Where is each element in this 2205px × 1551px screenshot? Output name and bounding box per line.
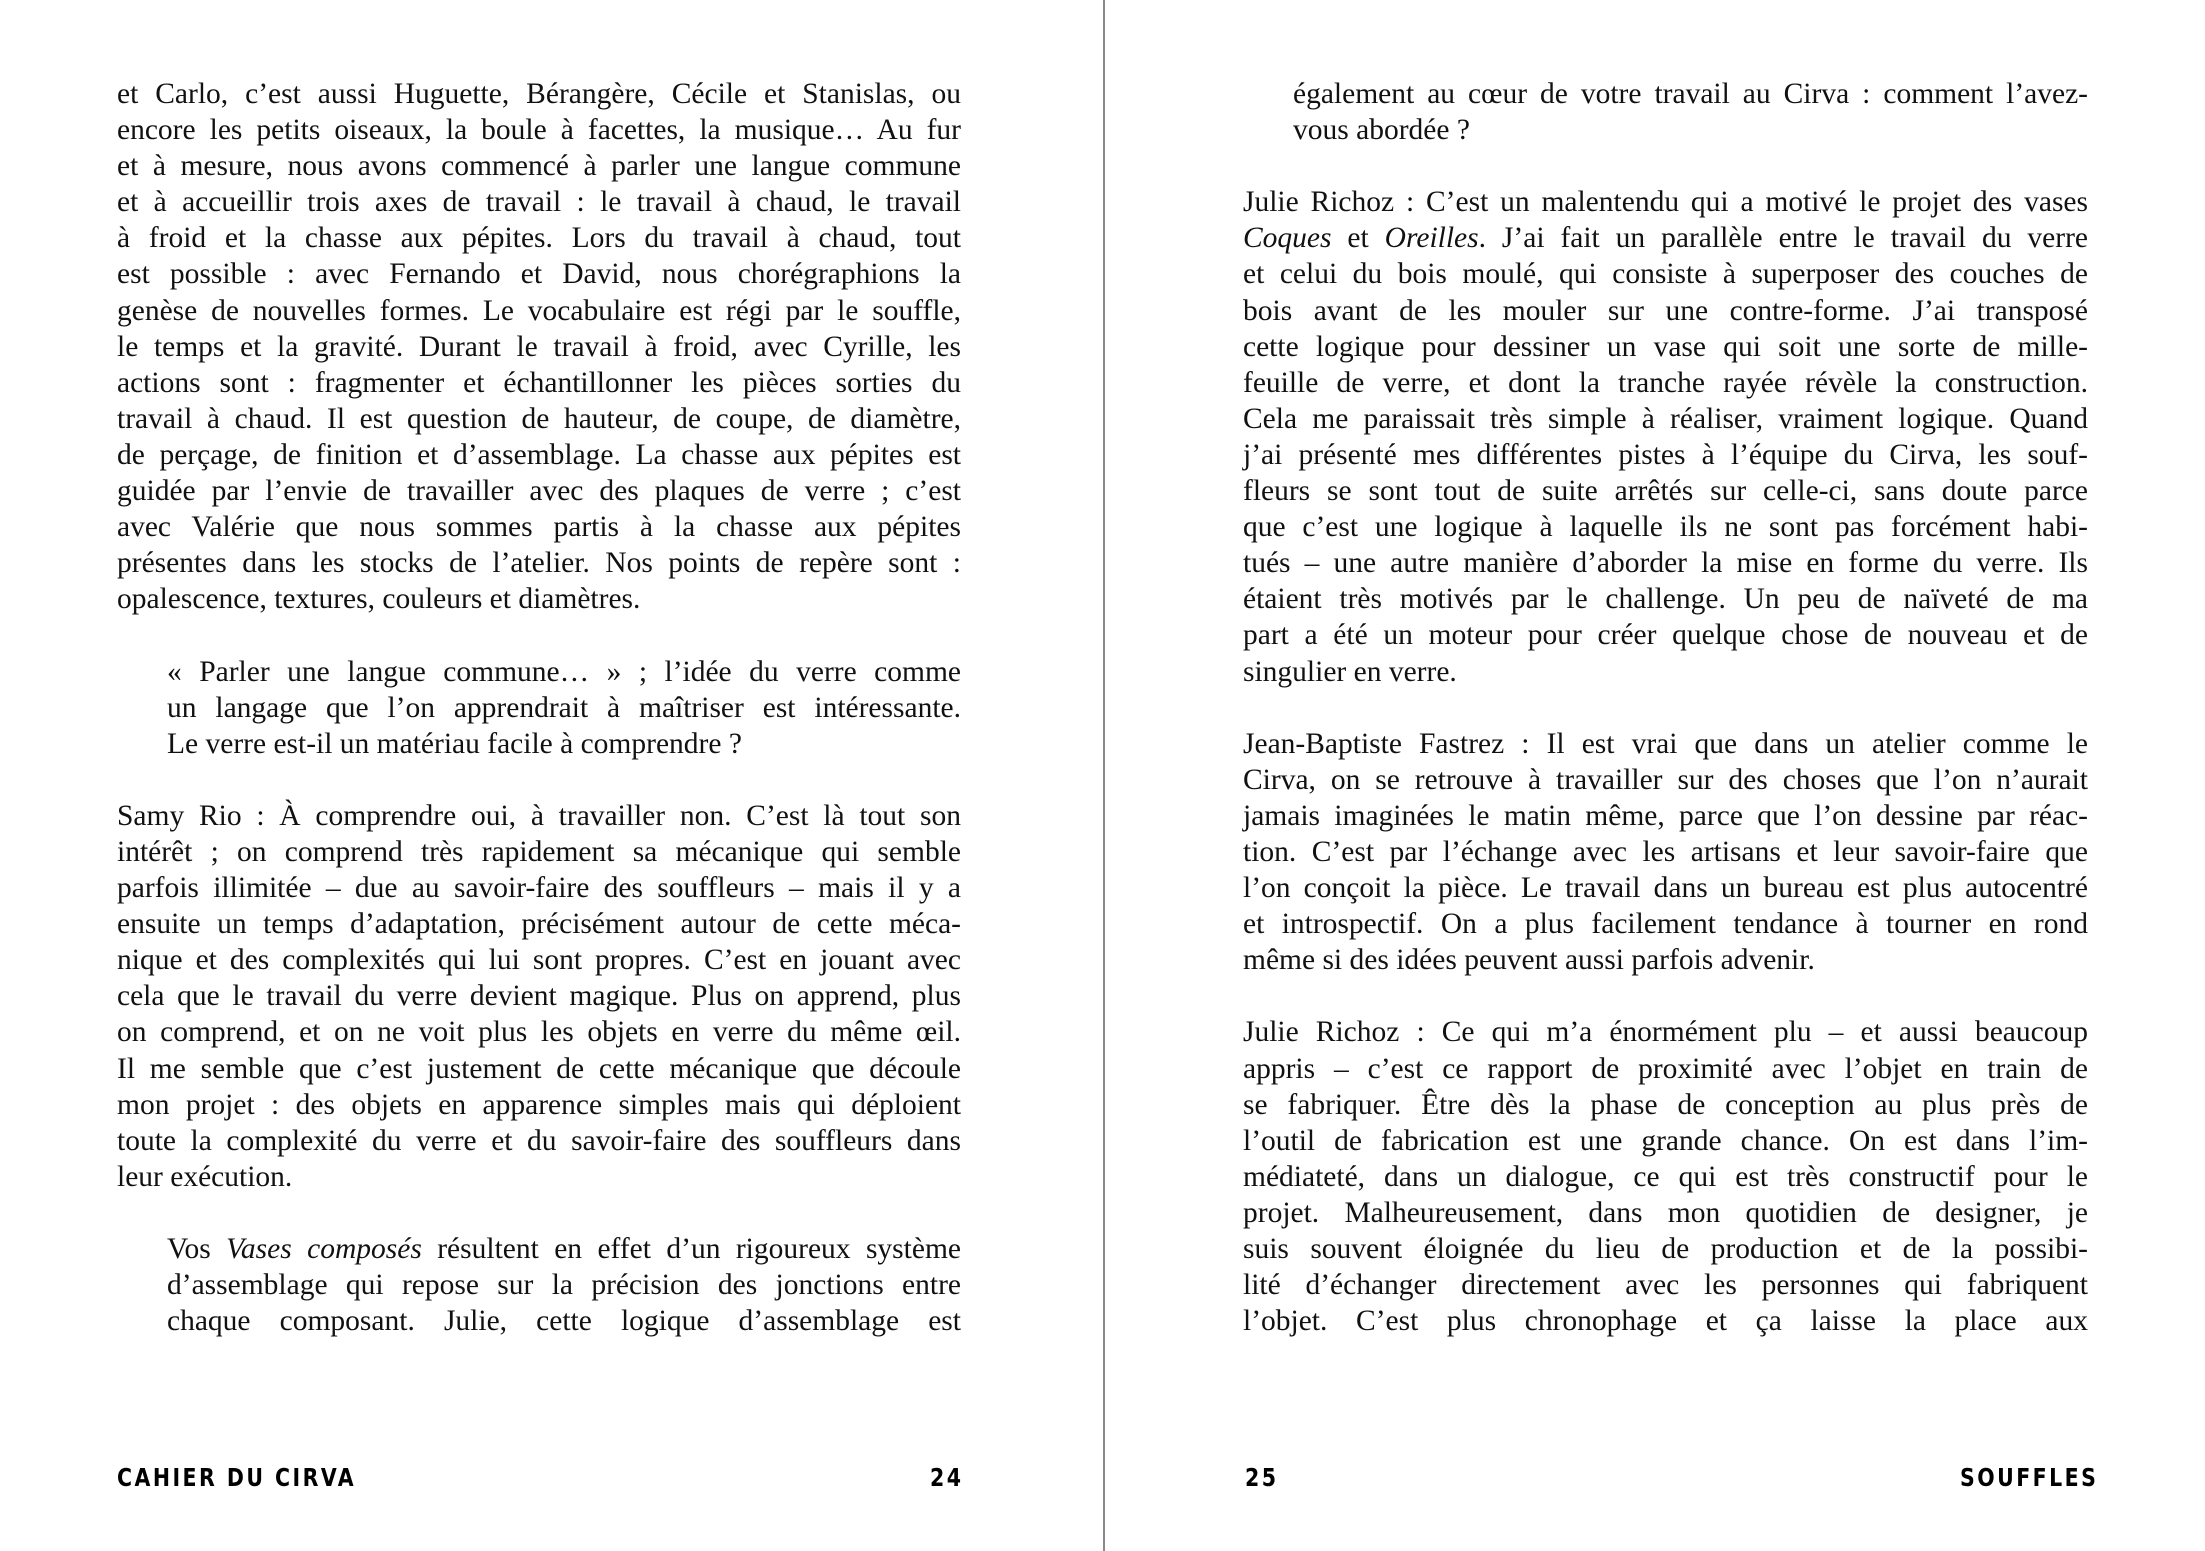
text-line: tion. C’est par l’échange avec les artisans et leur savoir-faire que — [1243, 835, 2088, 868]
text-line: et celui du bois moulé, qui consiste à superposer des couches de — [1243, 258, 2088, 291]
text-line: est possible : avec Fernando et David, nous chorégraphions la — [117, 258, 961, 291]
text-line: et Carlo, c’est aussi Huguette, Bérangère, Cécile et Stanislas, ou — [117, 78, 961, 110]
text-line: feuille de verre, et dont la tranche rayée révèle la construction. — [1243, 366, 2088, 399]
text-line: Coques et Oreilles. J’ai fait un parallèle entre le travail du verre — [1243, 222, 2088, 255]
text-line: j’ai présenté mes différentes pistes à l’équipe du Cirva, les souf- — [1243, 438, 2088, 471]
text-line: l’on conçoit la pièce. Le travail dans un bureau est plus autocentré — [1243, 872, 2088, 905]
running-title: SOUFFLES — [1960, 1463, 2099, 1492]
text-line: se fabriquer. Être dès la phase de conception au plus près de — [1243, 1088, 2088, 1121]
text-line: toute la complexité du verre et du savoir-faire des souffleurs dans — [117, 1124, 961, 1157]
artwork-title: Oreilles — [1384, 222, 1479, 255]
text-line: part a été un moteur pour créer quelque chose de nouveau et de — [1243, 619, 2088, 652]
text-line: appris – c’est ce rapport de proximité avec l’objet en train de — [1243, 1052, 2088, 1085]
left-text-column — [117, 76, 961, 1339]
running-title: CAHIER DU CIRVA — [117, 1463, 357, 1492]
text-line: de perçage, de finition et d’assemblage. La chasse aux pépites est — [117, 438, 961, 471]
text-line: jamais imaginées le matin même, parce que l’on dessine par réac- — [1243, 799, 2088, 832]
right-page — [1104, 0, 2205, 1551]
page-number: 25 — [1245, 1463, 1279, 1492]
text-line: d’assemblage qui repose sur la précision des jonctions entre — [167, 1269, 961, 1302]
text-line: « Parler une langue commune… » ; l’idée du verre comme — [167, 655, 961, 688]
text-line: vous abordée ? — [1293, 114, 1470, 147]
text-line: travail à chaud. Il est question de hauteur, de coupe, de diamètre, — [117, 402, 961, 435]
text-line: également au cœur de votre travail au Cirva : comment l’avez- — [1293, 78, 2088, 110]
text-line: Julie Richoz : Ce qui m’a énormément plu – et aussi beaucoup — [1243, 1016, 2088, 1049]
text-line: nique et des complexités qui lui sont propres. C’est en jouant avec — [117, 944, 961, 977]
page-number: 24 — [930, 1463, 964, 1492]
text-line: mon projet : des objets en apparence simples mais qui déploient — [117, 1088, 961, 1121]
text-line: et à accueillir trois axes de travail : le travail à chaud, le travail — [117, 186, 961, 219]
text-line: avec Valérie que nous sommes partis à la chasse aux pépites — [117, 511, 961, 544]
text-line: Cela me paraissait très simple à réaliser, vraiment logique. Quand — [1243, 402, 2088, 435]
artwork-title: Coques — [1243, 222, 1332, 255]
text-line: Jean-Baptiste Fastrez : Il est vrai que dans un atelier comme le — [1243, 727, 2088, 760]
text-line: tués – une autre manière d’aborder la mise en forme du verre. Ils — [1243, 547, 2088, 580]
text-line: actions sont : fragmenter et échantillonner les pièces sorties du — [117, 366, 961, 399]
text-line: présentes dans les stocks de l’atelier. Nos points de repère sont : — [117, 547, 961, 580]
text-line: étaient très motivés par le challenge. Un peu de naïveté de ma — [1243, 583, 2088, 616]
text-line: chaque composant. Julie, cette logique d’assemblage est — [167, 1305, 961, 1338]
text-line: cela que le travail du verre devient magique. Plus on apprend, plus — [117, 980, 961, 1013]
text-line: encore les petits oiseaux, la boule à facettes, la musique… Au fur — [117, 114, 961, 147]
text-line: Cirva, on se retrouve à travailler sur des choses que l’on n’aurait — [1243, 763, 2088, 796]
text-line: guidée par l’envie de travailler avec des plaques de verre ; c’est — [117, 475, 961, 508]
text-line: leur exécution. — [117, 1160, 293, 1193]
text-line: le temps et la gravité. Durant le travail à froid, avec Cyrille, les — [117, 330, 961, 363]
text-line: Il me semble que c’est justement de cette mécanique que découle — [117, 1052, 961, 1085]
text-line: un langage que l’on apprendrait à maîtriser est intéressante. — [167, 691, 961, 724]
text-line: Samy Rio : À comprendre oui, à travailler non. C’est là tout son — [117, 799, 961, 832]
text-line: singulier en verre. — [1243, 655, 1457, 688]
text-line: que c’est une logique à laquelle ils ne sont pas forcément habi- — [1243, 511, 2088, 544]
text-line: projet. Malheureusement, dans mon quotidien de designer, je — [1243, 1196, 2088, 1229]
text-line: opalescence, textures, couleurs et diamètres. — [117, 583, 641, 616]
question-paragraph — [117, 654, 961, 762]
text-line: l’objet. C’est plus chronophage et ça laisse la place aux — [1243, 1305, 2088, 1338]
answer-paragraph — [1243, 726, 2088, 979]
answer-paragraph — [1243, 1014, 2088, 1339]
text-line: et à mesure, nous avons commencé à parler une langue commune — [117, 150, 961, 183]
answer-paragraph — [1243, 184, 2088, 689]
text-line: Vos Vases composés résultent en effet d’un rigoureux système — [167, 1233, 961, 1265]
question-paragraph — [1243, 76, 2088, 148]
text-line: médiateté, dans un dialogue, ce qui est très constructif pour le — [1243, 1160, 2088, 1193]
text-line: Julie Richoz : C’est un malentendu qui a motivé le projet des vases — [1243, 186, 2088, 219]
text-line: Le verre est-il un matériau facile à comprendre ? — [167, 727, 742, 760]
text-line: lité d’échanger directement avec les personnes qui fabriquent — [1243, 1269, 2088, 1302]
text-line: même si des idées peuvent aussi parfois advenir. — [1243, 944, 1815, 977]
text-line: on comprend, et on ne voit plus les objets en verre du même œil. — [117, 1016, 961, 1049]
text-line: cette logique pour dessiner un vase qui soit une sorte de mille- — [1243, 330, 2088, 363]
question-paragraph — [117, 1231, 961, 1339]
text-line: intérêt ; on comprend très rapidement sa mécanique qui semble — [117, 835, 961, 868]
text-line: genèse de nouvelles formes. Le vocabulaire est régi par le souffle, — [117, 294, 961, 327]
text-line: parfois illimitée – due au savoir-faire des souffleurs – mais il y a — [117, 872, 961, 905]
text-line: fleurs se sont tout de suite arrêtés sur celle-ci, sans doute parce — [1243, 475, 2088, 508]
answer-paragraph — [117, 798, 961, 1195]
right-text-column — [1243, 76, 2088, 1339]
text-line: à froid et la chasse aux pépites. Lors du travail à chaud, tout — [117, 222, 961, 255]
answer-paragraph — [117, 76, 961, 617]
artwork-title: Vases composés — [226, 1233, 422, 1265]
text-line: l’outil de fabrication est une grande chance. On est dans l’im- — [1243, 1124, 2088, 1157]
text-line: ensuite un temps d’adaptation, précisément autour de cette méca- — [117, 908, 961, 941]
text-line: bois avant de les mouler sur une contre-forme. J’ai transposé — [1243, 294, 2088, 327]
text-line: et introspectif. On a plus facilement tendance à tourner en rond — [1243, 908, 2088, 941]
text-line: suis souvent éloignée du lieu de production et de la possibi- — [1243, 1233, 2088, 1265]
